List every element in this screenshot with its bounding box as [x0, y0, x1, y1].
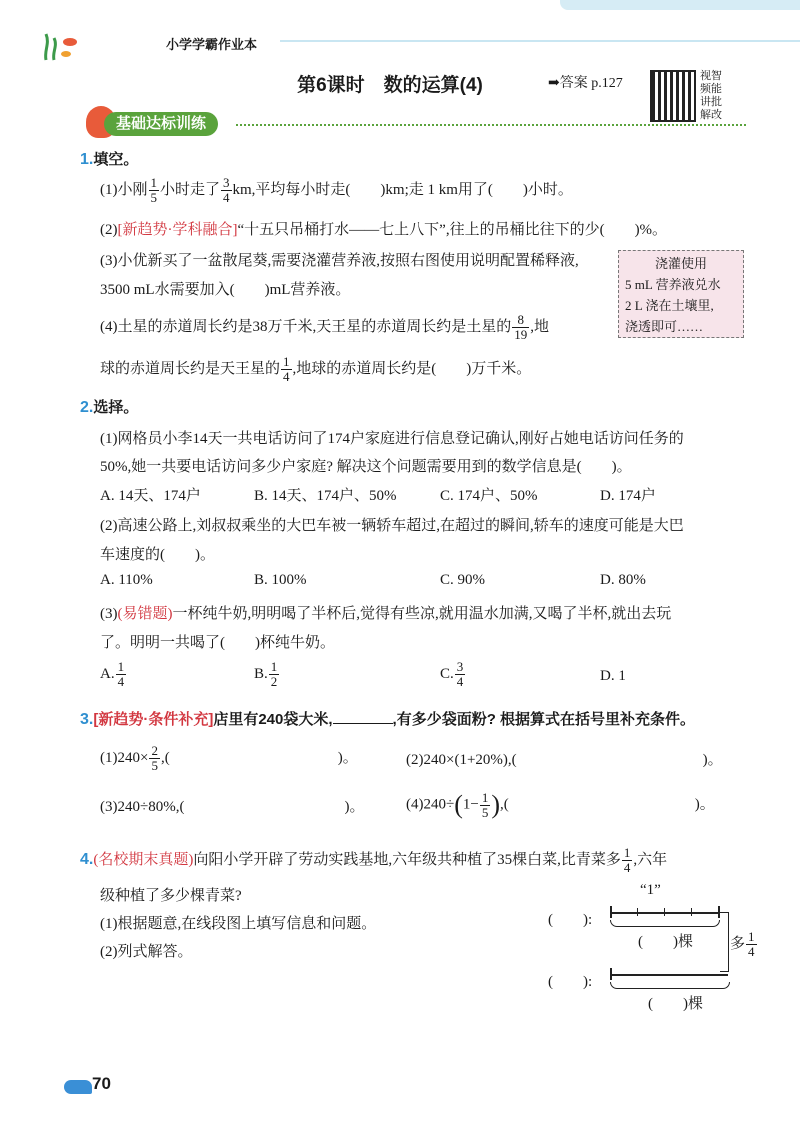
q2-1-option-a[interactable]: A. 14天、174户 [100, 488, 201, 504]
more-brace [720, 912, 729, 972]
watering-note: 浇灌使用 5 mL 营养液兑水 2 L 浇在土壤里, 浇透即可…… [618, 250, 744, 338]
answer-ref: ➡答案 p.127 [548, 76, 623, 91]
brace2-label[interactable]: ( )棵 [648, 996, 703, 1012]
q4-step-1: (1)根据题意,在线段图上填写信息和问题。 [100, 916, 377, 932]
brand-name: 小学学霸作业本 [166, 37, 258, 52]
q2-2-option-a[interactable]: A. 110% [100, 572, 153, 588]
fraction: $\frac{1}{4}$ [623, 845, 631, 875]
brace-1 [610, 920, 720, 927]
q3-item-1: (1)240× $\frac{2}{5}$ ,( )。 [100, 743, 358, 773]
row2-label[interactable]: ( ): [548, 974, 593, 990]
fraction: $\frac{2}{5}$ [151, 743, 158, 773]
q4-line1: 4.(名校期末真题)向阳小学开辟了劳动实践基地,六年级共种植了35棵白菜,比青菜多 $\frac{1}{4}$ ,六年 [80, 845, 668, 875]
brace1-label[interactable]: ( )棵 [638, 934, 693, 950]
qr-code[interactable] [650, 70, 696, 122]
more-label: 多 $\frac{1}{4}$ [730, 929, 755, 959]
q2-2-option-b[interactable]: B. 100% [254, 572, 307, 588]
unit-label: “1” [640, 882, 661, 898]
q2-item-1-line1: (1)网格员小李14天一共电话访问了174户家庭进行信息登记确认,刚好占她电话访问任务的 [100, 431, 684, 447]
lesson-title: 第6课时 数的运算(4) [297, 75, 483, 96]
row1-label[interactable]: ( ): [548, 912, 593, 928]
fraction: $\frac{1}{5}$ [481, 789, 489, 820]
q1-item-4-line2: 球的赤道周长约是天王星的 $\frac{1}{4}$ ,地球的赤道周长约是( )万千米。 [100, 354, 532, 384]
fraction: $\frac{1}{4}$ [283, 354, 290, 384]
page-number: 70 [92, 1074, 111, 1093]
top-corner-decoration [560, 0, 800, 10]
fraction: $\frac{1}{2}$ [270, 659, 278, 689]
q2-heading: 2.选择。 [80, 399, 139, 416]
q3-item-4: (4)240÷(1− $\frac{1}{5}$ ),( )。 [406, 789, 715, 820]
q2-item-2-line1: (2)高速公路上,刘叔叔乘坐的大巴车被一辆轿车超过,在超过的瞬间,轿车的速度可能是大巴 [100, 518, 684, 534]
qr-caption: 视智 频能 讲批 解改 [700, 70, 722, 121]
dolphin-icon [64, 1080, 92, 1094]
q3-heading: 3.[新趋势·条件补充]店里有240袋大米, ,有多少袋面粉? 根据算式在括号里补充条件。 [80, 711, 696, 728]
section-banner: 基础达标训练 [104, 112, 218, 136]
q2-item-3-line2: 了。明明一共喝了( )杯纯牛奶。 [100, 635, 335, 651]
q4-line2: 级种植了多少棵青菜? [100, 888, 242, 904]
q1-item-3-line2: 3500 mL水需要加入( )mL营养液。 [100, 282, 351, 298]
q2-item-2-line2: 车速度的( )。 [100, 547, 215, 563]
q1-item-3-line1: (3)小优新买了一盆散尾葵,需要浇灌营养液,按照右图使用说明配置稀释液, [100, 253, 579, 269]
condition-blank[interactable] [333, 723, 393, 724]
dotted-divider [236, 124, 746, 126]
fraction: $\frac{1}{5}$ [150, 175, 157, 205]
q2-3-option-d[interactable]: D. 1 [600, 668, 626, 684]
q2-1-option-d[interactable]: D. 174户 [600, 488, 656, 504]
q2-3-option-c[interactable]: C. $\frac{3}{4}$ [440, 659, 464, 689]
fraction: $\frac{1}{4}$ [748, 929, 755, 959]
q2-1-option-b[interactable]: B. 14天、174户、50% [254, 488, 397, 504]
q1-item-1: (1)小刚 $\frac{1}{5}$ 小时走了 $\frac{3}{4}$ km,平均每小时走( )km;走 1 km用了( )小时。 [100, 175, 573, 205]
fraction: $\frac{3}{4}$ [223, 175, 230, 205]
q1-heading: 1.填空。 [80, 151, 139, 168]
fraction: $\frac{3}{4}$ [456, 659, 464, 689]
q2-item-3-line1: (3)(易错题)一杯纯牛奶,明明喝了半杯后,觉得有些凉,就用温水加满,又喝了半杯,就出去玩 [100, 606, 672, 622]
segment-2 [610, 974, 728, 976]
arrow-icon: ➡ [548, 76, 560, 91]
q2-1-option-c[interactable]: C. 174户、50% [440, 488, 538, 504]
q1-item-2: (2)[新趋势·学科融合]“十五只吊桶打水——七上八下”,往上的吊桶比往下的少( )%。 [100, 222, 668, 238]
q2-3-option-a[interactable]: A. $\frac{1}{4}$ [100, 659, 125, 689]
q2-3-option-b[interactable]: B. $\frac{1}{2}$ [254, 659, 278, 689]
q2-2-option-c[interactable]: C. 90% [440, 572, 485, 588]
q3-item-2: (2)240×(1+20%),( )。 [406, 752, 723, 768]
q4-step-2: (2)列式解答。 [100, 944, 193, 960]
q2-2-option-d[interactable]: D. 80% [600, 572, 646, 588]
fraction: $\frac{8}{19}$ [514, 312, 528, 342]
q3-item-3: (3)240÷80%,( )。 [100, 799, 365, 815]
q2-item-1-line2: 50%,她一共要电话访问多少户家庭? 解决这个问题需要用到的数学信息是( )。 [100, 459, 632, 475]
brace-2 [610, 982, 730, 989]
header-rule [280, 40, 800, 42]
seaweed-fish-icon [40, 30, 80, 62]
line-segment-diagram [548, 882, 768, 1012]
fraction: $\frac{1}{4}$ [117, 659, 125, 689]
q1-item-4-line1: (4)土星的赤道周长约是38万千米,天王星的赤道周长约是土星的 $\frac{8}{19}$ ,地 [100, 312, 550, 342]
